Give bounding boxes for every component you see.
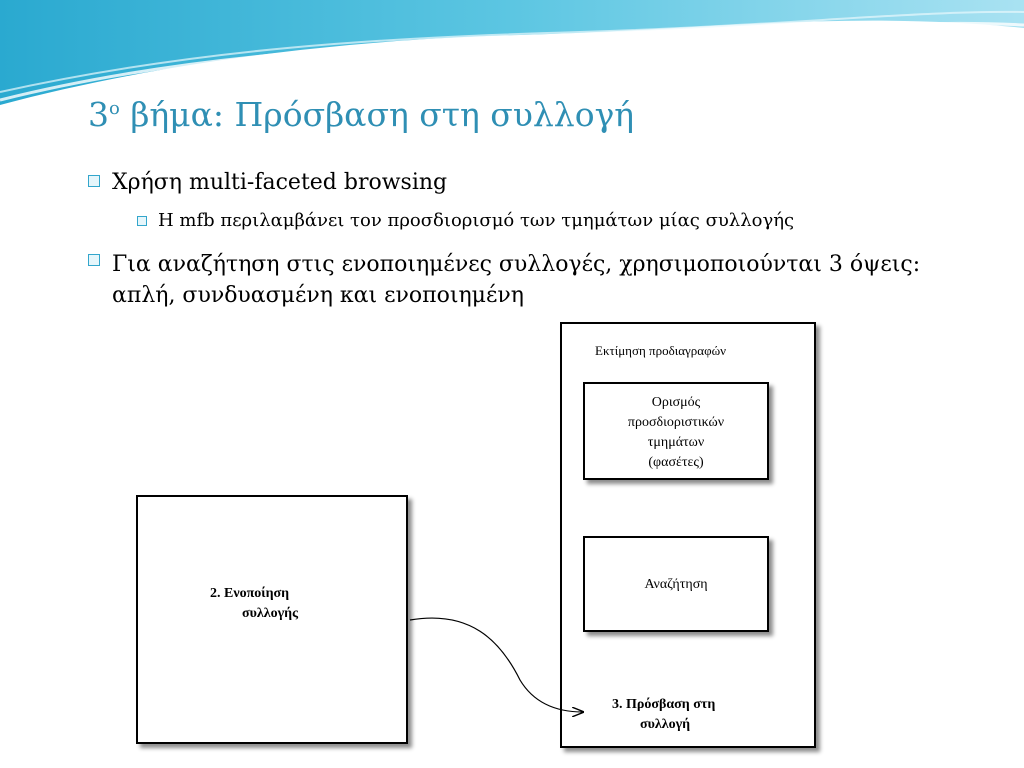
facets-label: Ορισμός προσδιοριστικών τμημάτων (φασέτες) <box>627 395 725 470</box>
bullet-text: Για αναζήτηση στις ενοποιημένες συλλογές, χρησιμοποιούνται 3 όψεις: απλή, συνδυασμένη και ενοποιημένη <box>112 252 921 308</box>
bullet-marker-icon <box>88 175 100 187</box>
panel-caption: Εκτίμηση προδιαγραφών <box>595 343 727 358</box>
integration-label: 2. Ενοποίηση συλλογής <box>210 586 299 621</box>
bullet-text: Χρήση multi-faceted browsing <box>112 170 448 195</box>
bullet-marker-icon <box>137 216 147 226</box>
access-label: 3. Πρόσβαση στη συλλογή <box>612 697 716 732</box>
search-label: Αναζήτηση <box>644 577 708 592</box>
header-wave-decoration <box>0 0 1024 110</box>
slide-title: $3^o$ βήμα: Πρόσβαση στη συλλογή <box>88 95 635 134</box>
sub-bullet-text: Η mfb περιλαμβάνει τον προσδιορισμό των τμημάτων μίας συλλογής <box>158 210 795 231</box>
bullet-marker-icon <box>88 254 100 266</box>
